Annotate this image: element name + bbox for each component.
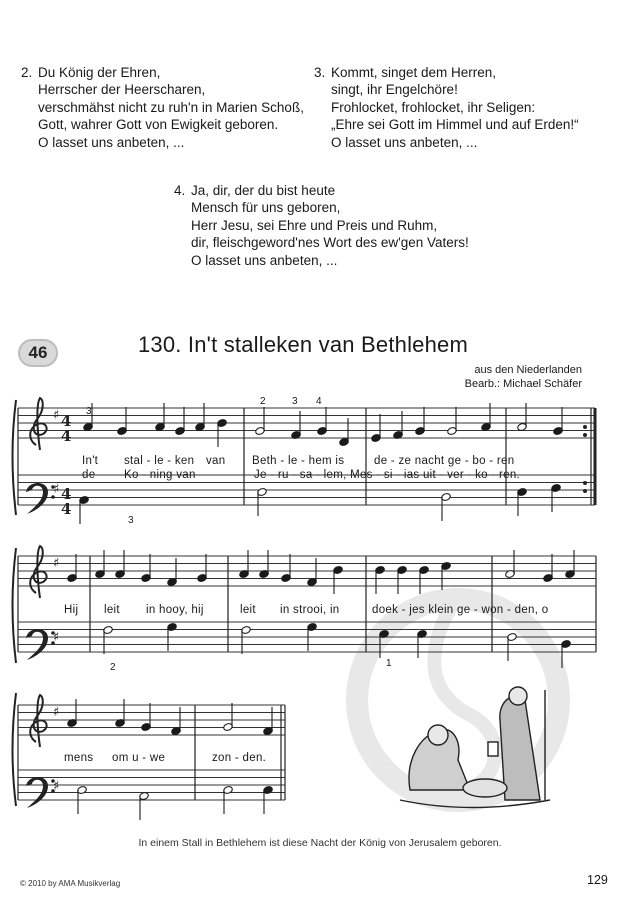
key-signature-sharp-icon — [53, 408, 59, 794]
verse-number: 2. — [21, 65, 33, 80]
verse-line: O lasset uns anbeten, ... — [38, 134, 185, 150]
page-number: 129 — [587, 873, 608, 887]
lyric-syllable: Ko - ning van — [124, 469, 196, 481]
verse-number: 4. — [174, 183, 186, 198]
svg-text:♯: ♯ — [53, 408, 60, 423]
repeat-sign — [583, 425, 587, 493]
origin-credit: aus den Niederlanden — [474, 364, 582, 376]
lyric-syllable: zon - den. — [212, 752, 267, 764]
svg-text:♯: ♯ — [53, 705, 60, 720]
lyric-syllable: van — [206, 455, 226, 467]
fingering-number: 1 — [386, 658, 392, 669]
verse-line: Herrscher der Heerscharen, — [38, 82, 206, 98]
lyric-syllable: doek - jes klein ge - won - den, o — [372, 604, 549, 616]
verse-line: Du König der Ehren, — [38, 65, 161, 80]
time-signature — [61, 412, 71, 518]
svg-text:4: 4 — [61, 500, 72, 518]
svg-text:♯: ♯ — [53, 482, 60, 497]
lyric-syllable: de — [82, 469, 96, 481]
lyric-syllable: stal - le - ken — [124, 455, 195, 467]
verse-line: O lasset uns anbeten, ... — [331, 134, 478, 150]
lyric-syllable: leit — [240, 604, 256, 616]
verse-number: 3. — [314, 65, 326, 80]
svg-text:♯: ♯ — [53, 779, 60, 794]
lyric-syllable: Je - ru - sa - lem, Mes - si - ias uit - ver - ko - ren. — [254, 469, 521, 481]
verse-line: Gott, wahrer Gott von Ewigkeit geboren. — [38, 117, 279, 133]
bass-clef-icon — [26, 483, 55, 808]
lyric-syllable: om u - we — [112, 752, 166, 764]
lyric-syllable: In't — [82, 455, 99, 467]
svg-text:♯: ♯ — [53, 556, 60, 571]
verse-line: verschmähst nicht zu ruh'n in Marien Schoß, — [38, 99, 304, 115]
verse-line: O lasset uns anbeten, ... — [191, 252, 338, 268]
verse-line: „Ehre sei Gott im Himmel und auf Erden!“ — [331, 117, 579, 133]
verse-line: Mensch für uns geboren, — [191, 200, 341, 216]
svg-text:♯: ♯ — [53, 630, 60, 645]
fingering-number: 3 — [292, 396, 298, 407]
fingering-number: 2 — [260, 396, 266, 407]
lyric-syllable: in strooi, in — [280, 604, 340, 616]
lyric-syllable: Hij — [64, 604, 79, 616]
track-number-badge: 46 — [18, 339, 58, 367]
fingering-number: 4 — [316, 396, 322, 407]
treble-clef-icon — [30, 398, 46, 747]
fingering-number: 3 — [86, 406, 92, 417]
fingering-number: 3 — [128, 515, 134, 526]
verse-line: dir, fleischgeword'nes Wort des ew'gen Vaters! — [191, 235, 469, 251]
arranger-credit: Bearb.: Michael Schäfer — [464, 378, 582, 390]
lyric-syllable: mens — [64, 752, 94, 764]
caption: In einem Stall in Bethlehem ist diese Nacht der König von Jerusalem geboren. — [138, 837, 502, 849]
copyright-notice: © 2010 by AMA Musikverlag — [20, 879, 121, 888]
lyric-syllable: in hooy, hij — [146, 604, 204, 616]
lyric-syllable: de - ze nacht ge - bo - ren — [374, 455, 515, 467]
verse-line: Ja, dir, der du bist heute — [191, 183, 336, 198]
verse-line: Herr Jesu, sei Ehre und Preis und Ruhm, — [191, 217, 438, 233]
song-title: 130. In't stalleken van Bethlehem — [138, 332, 469, 357]
lyric-syllable: Beth - le - hem is — [252, 455, 345, 467]
svg-text:4: 4 — [61, 485, 72, 503]
verse-line: singt, ihr Engelchöre! — [331, 82, 458, 98]
lyric-syllable: leit — [104, 604, 120, 616]
system-brace — [13, 400, 17, 806]
verse-line: Frohlocket, frohlocket, ihr Seligen: — [331, 99, 536, 115]
svg-text:4: 4 — [61, 427, 72, 445]
verse-line: Kommt, singet dem Herren, — [331, 65, 497, 80]
svg-text:4: 4 — [61, 412, 72, 430]
fingering-number: 2 — [110, 662, 116, 673]
